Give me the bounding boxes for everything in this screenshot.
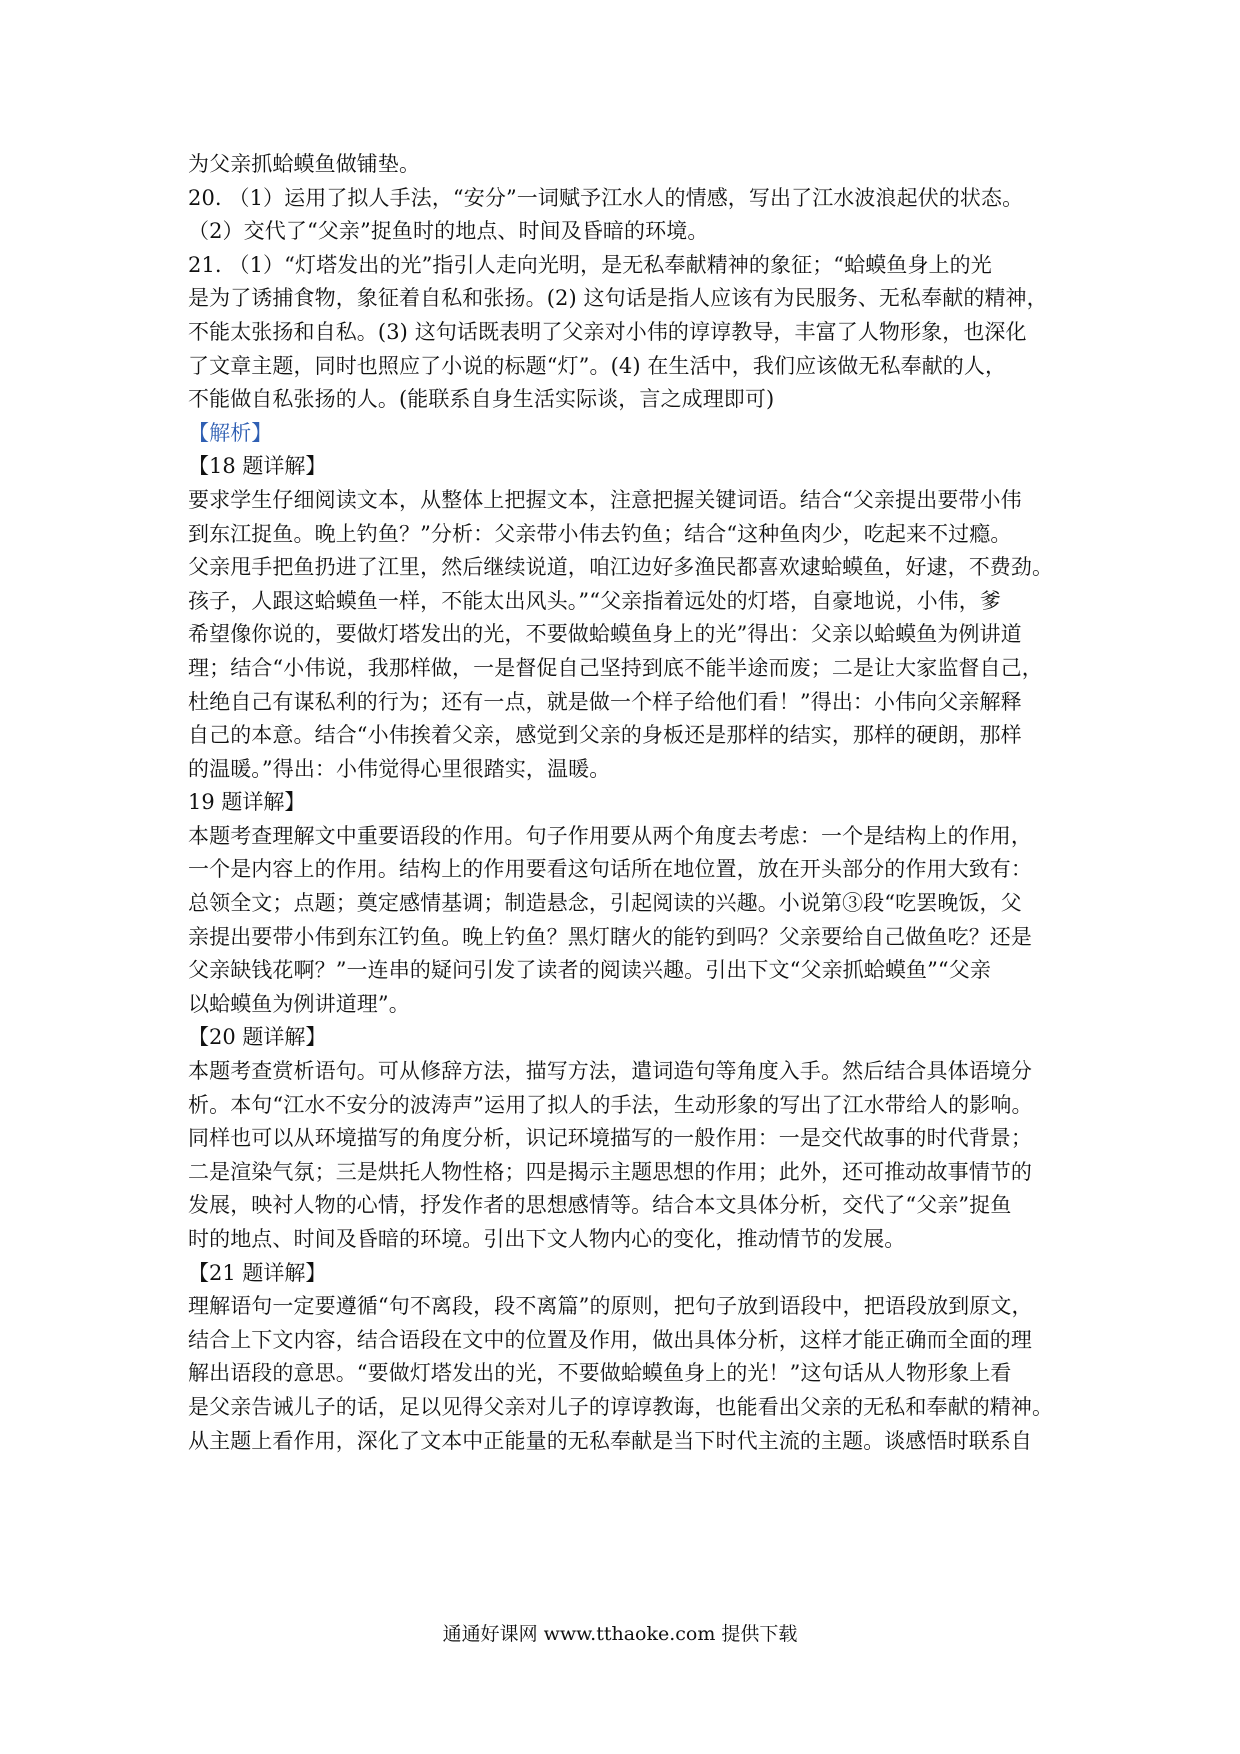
text-line: 析。本句“江水不安分的波涛声”运用了拟人的手法，生动形象的写出了江水带给人的影响。 [188, 1092, 1033, 1117]
page-footer: 通通好课网 www.tthaoke.com 提供下载 [442, 1623, 798, 1645]
text-line: 是为了诱捕食物，象征着自私和张扬。(2) 这句话是指人应该有为民服务、无私奉献的精神， [188, 286, 1048, 311]
answer-20-line: 20. （1）运用了拟人手法，“安分”一词赋予江水人的情感，写出了江水波浪起伏的状态。 [188, 185, 1024, 210]
text-line: 希望像你说的，要做灯塔发出的光，不要做蛤蟆鱼身上的光”得出：父亲以蛤蟆鱼为例讲道 [188, 622, 1022, 647]
text-line: 结合上下文内容，结合语段在文中的位置及作用，做出具体分析，这样才能正确而全面的理 [188, 1327, 1032, 1352]
text-line: 本题考查赏析语句。可从修辞方法，描写方法，遣词造句等角度入手。然后结合具体语境分 [188, 1059, 1032, 1084]
text-line: 不能做自私张扬的人。(能联系自身生活实际谈，言之成理即可) [188, 387, 775, 412]
text-line: （2）交代了“父亲”捉鱼时的地点、时间及昏暗的环境。 [188, 219, 709, 244]
text-line: 解出语段的意思。“要做灯塔发出的光，不要做蛤蟆鱼身上的光！”这句话从人物形象上看 [188, 1361, 1012, 1386]
text-line: 是父亲告诫儿子的话，足以见得父亲对儿子的谆谆教诲，也能看出父亲的无私和奉献的精神。 [188, 1394, 1054, 1419]
document-body [188, 148, 1058, 1458]
text-line: 父亲缺钱花啊？”一连串的疑问引发了读者的阅读兴趣。引出下文“父亲抓蛤蟆鱼”“父亲 [188, 958, 991, 983]
section-heading-21: 【21 题详解】 [188, 1260, 327, 1285]
text-line: 一个是内容上的作用。结构上的作用要看这句话所在地位置，放在开头部分的作用大致有： [188, 857, 1032, 882]
text-line: 不能太张扬和自私。(3) 这句话既表明了父亲对小伟的谆谆教导，丰富了人物形象，也深化 [188, 319, 1027, 344]
text-line: 到东江捉鱼。晚上钓鱼？”分析：父亲带小伟去钓鱼；结合“这种鱼肉少，吃起来不过瘾。 [188, 521, 1012, 546]
text-line: 理解语句一定要遵循“句不离段，段不离篇”的原则，把句子放到语段中，把语段放到原文， [188, 1294, 1033, 1319]
text-line: 要求学生仔细阅读文本，从整体上把握文本，注意把握关键词语。结合“父亲提出要带小伟 [188, 487, 1022, 512]
text-line: 自己的本意。结合“小伟挨着父亲，感觉到父亲的身板还是那样的结实，那样的硬朗，那样 [188, 723, 1022, 748]
section-heading-18: 【18 题详解】 [188, 454, 327, 479]
text-line: 以蛤蟆鱼为例讲道理”。 [188, 991, 410, 1016]
text-line: 理；结合“小伟说，我那样做，一是督促自己坚持到底不能半途而废；二是让大家监督自己， [188, 655, 1043, 680]
text-line: 发展，映衬人物的心情，抒发作者的思想感情等。结合本文具体分析，交代了“父亲”捉鱼 [188, 1193, 1012, 1218]
text-line: 时的地点、时间及昏暗的环境。引出下文人物内心的变化，推动情节的发展。 [188, 1227, 906, 1251]
answer-21-line: 21. （1）“灯塔发出的光”指引人走向光明，是无私奉献精神的象征；“蛤蟆鱼身上的光 [188, 252, 992, 277]
text-line: 父亲甩手把鱼扔进了江里，然后继续说道，咱江边好多渔民都喜欢逮蛤蟆鱼，好逮，不费劲。 [188, 555, 1054, 580]
analysis-link[interactable]: 【解析】 [188, 420, 273, 445]
text-line: 了文章主题，同时也照应了小说的标题“灯”。(4) 在生活中，我们应该做无私奉献的人， [188, 353, 1007, 378]
text-line: 亲提出要带小伟到东江钓鱼。晚上钓鱼？黑灯瞎火的能钓到吗？父亲要给自己做鱼吃？还是 [188, 924, 1032, 949]
text-line: 二是渲染气氛；三是烘托人物性格；四是揭示主题思想的作用；此外，还可推动故事情节的 [188, 1159, 1032, 1184]
text-line: 的温暖。”得出：小伟觉得心里很踏实，温暖。 [188, 756, 611, 781]
text-line: 为父亲抓蛤蟆鱼做铺垫。 [188, 152, 421, 176]
section-heading-20: 【20 题详解】 [188, 1025, 327, 1050]
text-line: 杜绝自己有谋私利的行为；还有一点，就是做一个样子给他们看！”得出：小伟向父亲解释 [188, 689, 1022, 714]
text-line: 从主题上看作用，深化了文本中正能量的无私奉献是当下时代主流的主题。谈感悟时联系自 [188, 1428, 1032, 1453]
text-line: 同样也可以从环境描写的角度分析，识记环境描写的一般作用：一是交代故事的时代背景； [188, 1126, 1032, 1151]
section-heading-19: 19 题详解】 [188, 790, 306, 815]
text-line: 本题考查理解文中重要语段的作用。句子作用要从两个角度去考虑：一个是结构上的作用， [188, 823, 1032, 848]
text-line: 孩子，人跟这蛤蟆鱼一样，不能太出风头。”“父亲指着远处的灯塔，自豪地说，小伟，爹 [188, 588, 1001, 613]
text-line: 总领全文；点题；奠定感情基调；制造悬念，引起阅读的兴趣。小说第③段“吃罢晚饭，父 [188, 891, 1022, 916]
